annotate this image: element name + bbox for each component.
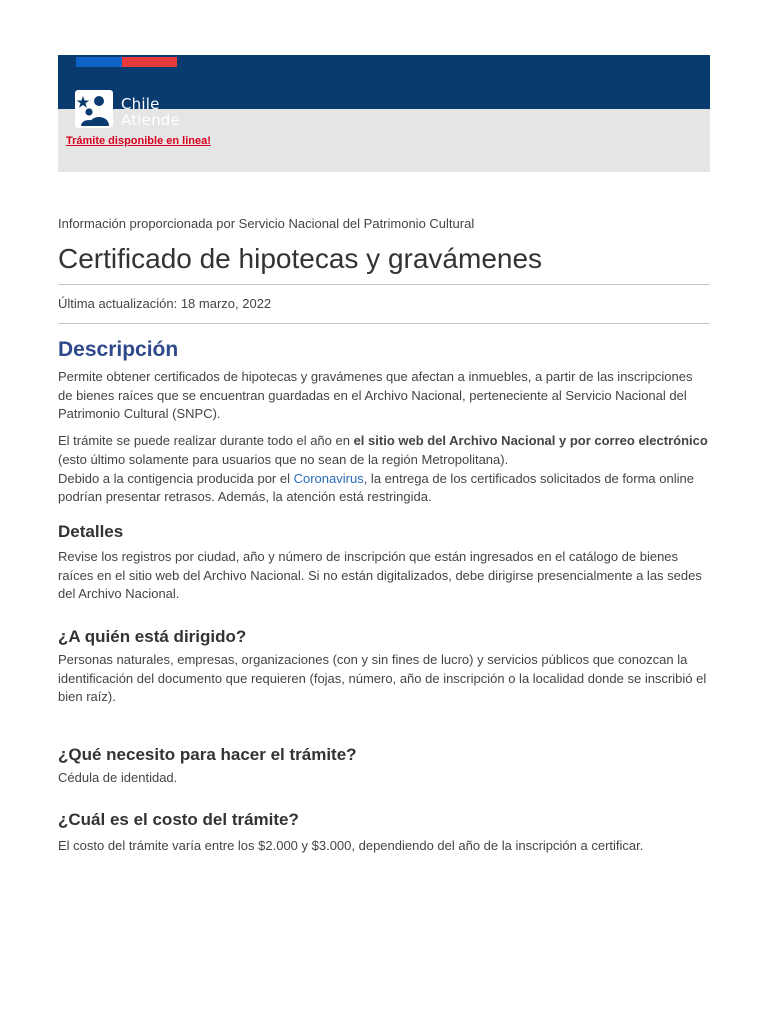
- flag-blue-stripe: [76, 57, 122, 67]
- description-heading: Descripción: [58, 338, 179, 361]
- p2-bold-channels: el sitio web del Archivo Nacional y por correo electrónico: [353, 433, 708, 449]
- logo-word-chile: Chile: [121, 95, 160, 113]
- details-text: Revise los registros por ciudad, año y número de inscripción que están ingresados en el catálogo de bienes raíces en el sitio web del Archivo Nacional. Si no están digitalizados, debe dirigirse presencialmente a las sedes del Archivo Nacional.: [58, 548, 702, 602]
- p3-text-end: , la entrega de los certificados solicitados de forma online podrían presentar retrasos. Además, la atención está restringida.: [58, 470, 694, 505]
- coronavirus-link[interactable]: Coronavirus: [293, 470, 364, 486]
- source-info: Información proporcionada por Servicio Nacional del Patrimonio Cultural: [58, 216, 475, 231]
- audience-heading: ¿A quién está dirigido?: [58, 627, 247, 647]
- description-paragraph-2: [58, 432, 710, 469]
- cost-heading: ¿Cuál es el costo del trámite?: [58, 809, 299, 829]
- p2-text-end: (esto último solamente para usuarios que no sean de la región Metropolitana).: [58, 451, 509, 467]
- main-content: [58, 216, 710, 856]
- cost-text: El costo del trámite varía entre los $2.000 y $3.000, dependiendo del año de la inscripción a certificar.: [58, 837, 644, 853]
- requirements-heading: ¿Qué necesito para hacer el trámite?: [58, 745, 357, 765]
- chileatiende-logo-text: [121, 96, 180, 128]
- page-title: Certificado de hipotecas y gravámenes: [58, 242, 710, 285]
- description-paragraph-3: [58, 470, 710, 507]
- requirements-text: Cédula de identidad.: [58, 770, 178, 786]
- flag-red-stripe: [122, 57, 177, 67]
- p3-text-start: Debido a la contigencia producida por el: [58, 470, 294, 486]
- site-header: [58, 55, 710, 172]
- chileatiende-logo-icon: [75, 90, 113, 128]
- p2-text-start: El trámite se puede realizar durante todo el año en: [58, 433, 354, 449]
- tramite-online-link[interactable]: Trámite disponible en linea!: [66, 135, 211, 147]
- last-updated: Última actualización: 18 marzo, 2022: [58, 285, 710, 324]
- details-heading: Detalles: [58, 521, 124, 541]
- logo-word-atiende: Atiende: [121, 111, 180, 129]
- chileatiende-logo[interactable]: [75, 90, 205, 130]
- description-paragraph-1: Permite obtener certificados de hipotecas y gravámenes que afectan a inmuebles, a partir de las inscripciones de bienes raíces que se encuentran guardadas en el Archivo Nacional, perteneciente al Servicio Nacional del Patrimonio Cultural (SNPC).: [58, 369, 693, 422]
- audience-text: Personas naturales, empresas, organizaciones (con y sin fines de lucro) y servicios públicos que conozcan la identificación del documento que requieren (fojas, número, año de inscripción o la localidad donde se inscribió el bien raíz).: [58, 652, 707, 705]
- header-bar: [58, 55, 710, 129]
